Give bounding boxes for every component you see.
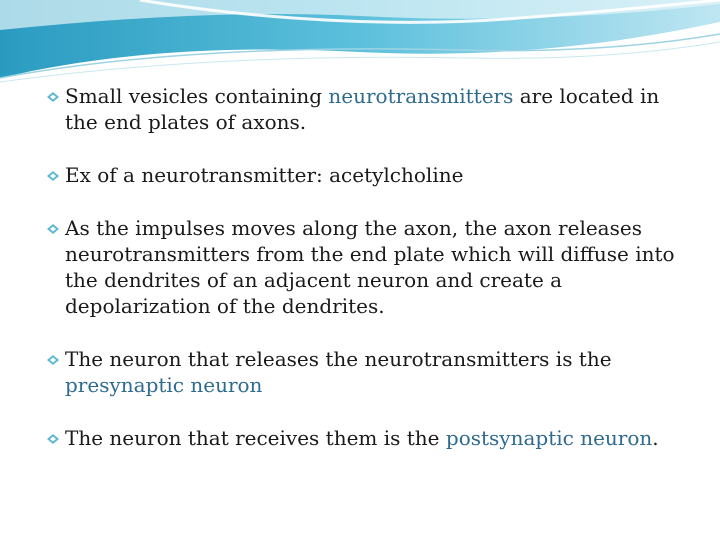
- bullet-highlight: postsynaptic neuron: [445, 426, 653, 450]
- bullet-text-after: are located in the end plates of axons.: [65, 84, 660, 134]
- bullet-highlight: neurotransmitters: [328, 84, 514, 108]
- bullet-text: The neuron that receives them is the: [65, 426, 446, 450]
- bullet-item: [46, 83, 696, 135]
- wingding-bullet-icon: [46, 354, 60, 366]
- bullet-text: As the impulses moves along the axon, the axon releases neurotransmitters from the end plate which will diffuse into the dendrites of an adjacent neuron and create a depolarization of the dendrites.: [65, 216, 675, 318]
- bullet-text: Ex of a neurotransmitter: acetylcholine: [65, 163, 464, 187]
- header-wave-decoration: [0, 0, 720, 90]
- wingding-bullet-icon: [46, 433, 60, 445]
- bullet-text-after: .: [652, 426, 659, 450]
- wingding-bullet-icon: [46, 91, 60, 103]
- bullet-text: Small vesicles containing: [65, 84, 329, 108]
- bullet-text: The neuron that releases the neurotransmitters is the: [65, 347, 612, 371]
- bullet-item: [46, 162, 696, 188]
- wingding-bullet-icon: [46, 223, 60, 235]
- bullet-item: [46, 215, 696, 319]
- bullet-highlight: presynaptic neuron: [65, 373, 263, 397]
- bullet-item: [46, 346, 696, 398]
- wingding-bullet-icon: [46, 170, 60, 182]
- bullet-list: [46, 83, 696, 478]
- bullet-item: [46, 425, 696, 451]
